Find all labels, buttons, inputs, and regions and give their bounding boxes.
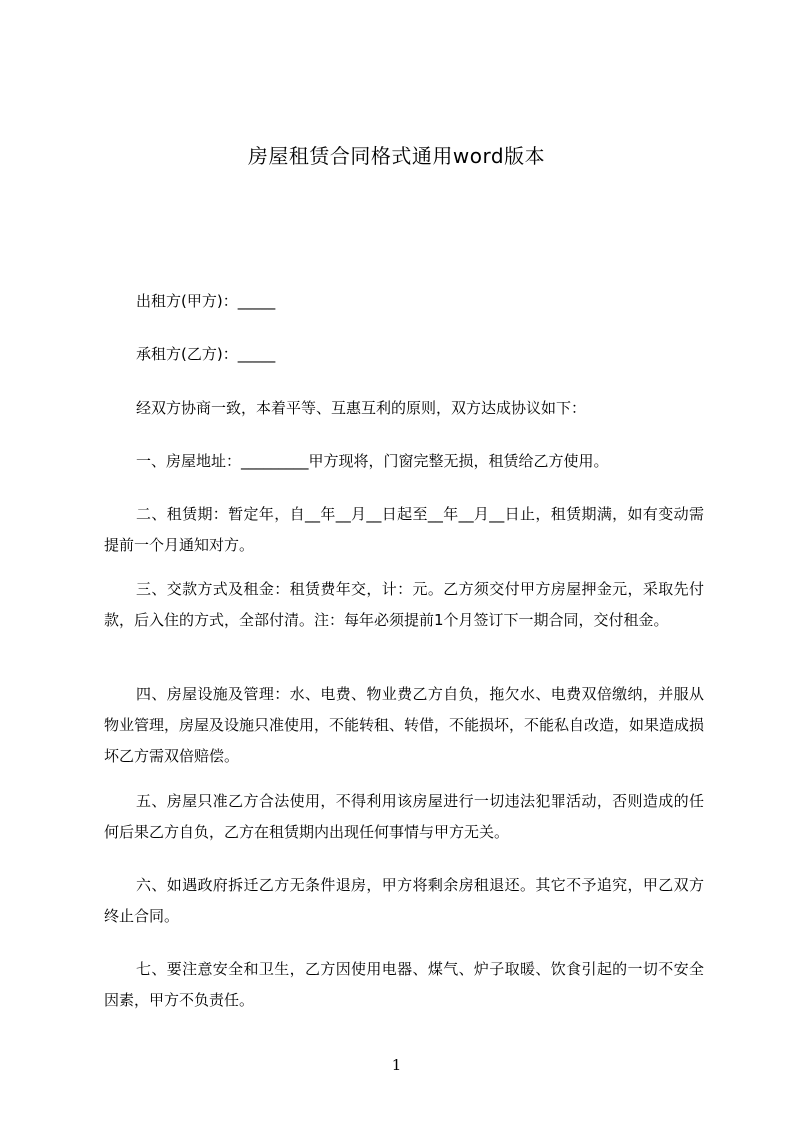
clause-4-facilities: 四、房屋设施及管理：水、电费、物业费乙方自负，拖欠水、电费双倍缴纳，并服从物业管理，房屋及设施只准使用，不能转租、转借，不能损坏，不能私自改造，如果造成损坏乙方需双倍赔偿。 <box>104 685 705 765</box>
clause-2-lease-term: 二、租赁期：暂定年，自__年__月__日起至__年__月__日止，租赁期满，如有变动需提前一个月通知对方。 <box>104 505 704 554</box>
clause-preamble: 经双方协商一致，本着平等、互惠互利的原则，双方达成协议如下： <box>136 399 587 417</box>
clause-1-address: 一、房屋地址：_________甲方现将，门窗完整无损，租赁给乙方使用。 <box>136 452 609 470</box>
clause-lessor: 出租方(甲方)：_____ <box>136 292 276 310</box>
clause-3-payment: 三、交款方式及租金：租赁费年交，计：元。乙方须交付甲方房屋押金元，采取先付款，后入住的方式，全部付清。注：每年必须提前1个月签订下一期合同，交付租金。 <box>104 580 704 629</box>
clause-lessee: 承租方(乙方)：_____ <box>136 345 276 363</box>
page-number: 1 <box>391 1056 402 1074</box>
clause-7-safety: 七、要注意安全和卫生，乙方因使用电器、煤气、炉子取暖、饮食引起的一切不安全因素，甲方不负责任。 <box>104 960 704 1009</box>
document-title: 房屋租赁合同格式通用word版本 <box>247 144 546 168</box>
clause-5-lawful-use: 五、房屋只准乙方合法使用，不得利用该房屋进行一切违法犯罪活动，否则造成的任何后果乙方自负，乙方在租赁期内出现任何事情与甲方无关。 <box>104 792 704 841</box>
clause-6-demolition: 六、如遇政府拆迁乙方无条件退房，甲方将剩余房租退还。其它不予追究，甲乙双方终止合同。 <box>104 876 704 925</box>
